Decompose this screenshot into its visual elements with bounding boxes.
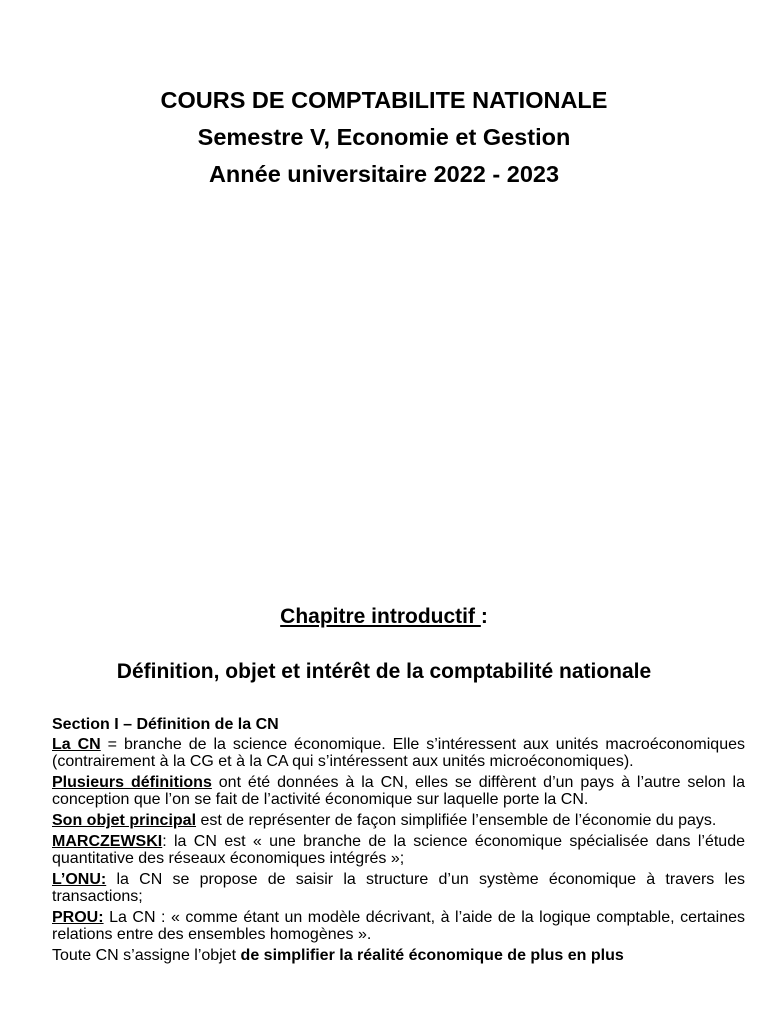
chapter-label: Chapitre introductif [280,605,481,628]
emphasis-text: de simplifier la réalité économique de plus en plus [240,947,624,964]
paragraph-text: la CN se propose de saisir la structure d’un système économique à travers les transactions; [52,871,745,905]
paragraph-objet-simplifier [52,947,745,964]
paragraph-text: : la CN est « une branche de la science économique spécialisée dans l’étude quantitative des réseaux économiques intégrés »; [52,833,745,867]
paragraph-text: Toute CN s’assigne l’objet [52,947,241,964]
section-title: Section I – Définition de la CN [52,716,279,733]
term-la-cn: La CN [52,736,101,753]
chapter-colon: : [480,605,488,628]
term-onu: L’ONU: [52,871,107,888]
paragraph-text: ont été données à la CN, elles se diffèrent d’un pays à l’autre selon la conception que l’on se fait de l’activité économique sur laquelle porte la CN. [52,774,746,808]
paragraph-text: = branche de la science économique. Elle s’intéressent aux unités macroéconomiques (contrairement à la CG et à la CA qui s’intéressent aux unités microéconomiques). [52,736,746,770]
course-title: COURS DE COMPTABILITE NATIONALE [160,87,608,113]
paragraph-definitions [52,774,745,808]
paragraph-marczewski [52,833,745,867]
section-content [52,716,745,968]
document-title [0,82,768,193]
term-marczewski: MARCZEWSKI [52,833,163,850]
paragraph-text: La CN : « comme étant un modèle décrivant, à l’aide de la logique comptable, certaines relations entre des ensembles homogènes ». [52,909,745,943]
paragraph-text: est de représenter de façon simplifiée l’ensemble de l’économie du pays. [196,812,717,829]
paragraph-onu [52,871,745,905]
term-prou: PROU: [52,909,104,926]
term-plusieurs-definitions: Plusieurs définitions [52,774,212,791]
term-objet-principal: Son objet principal [52,812,197,829]
semester-line: Semestre V, Economie et Gestion [197,124,571,150]
paragraph-cn [52,736,745,770]
chapter-subtitle: Définition, objet et intérêt de la comptabilité nationale [116,660,652,683]
chapter-heading [0,605,768,629]
paragraph-prou [52,909,745,943]
paragraph-objet [52,812,745,829]
academic-year: Année universitaire 2022 - 2023 [208,161,560,187]
